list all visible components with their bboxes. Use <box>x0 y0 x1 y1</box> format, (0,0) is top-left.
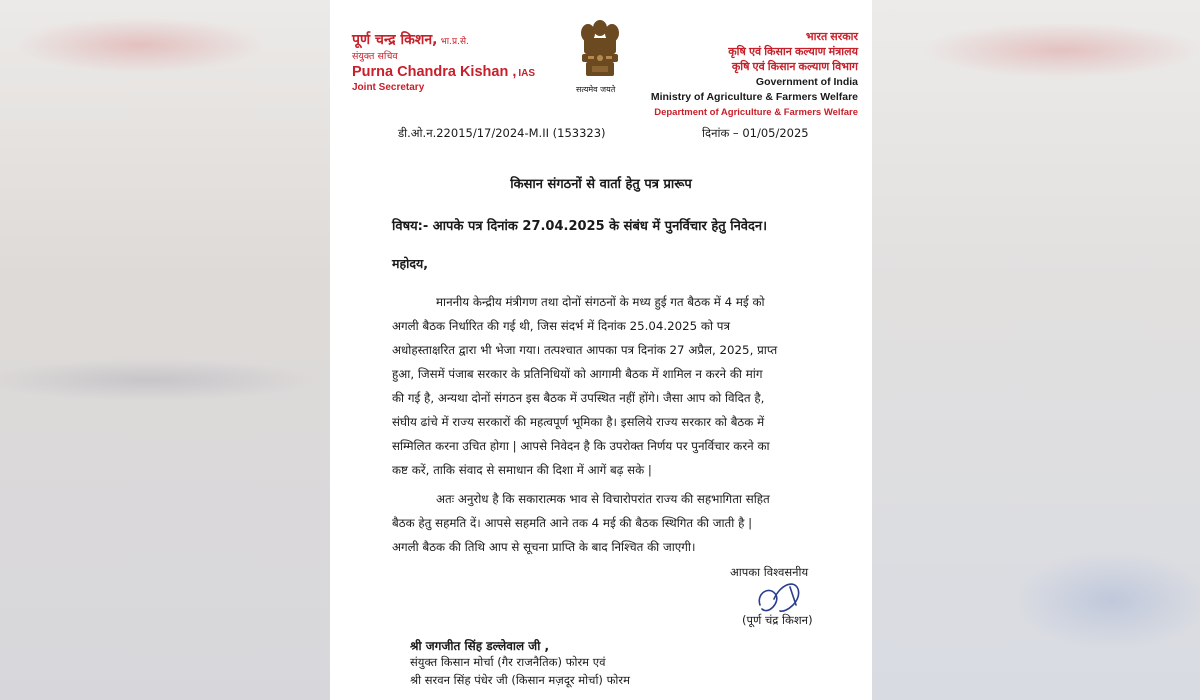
govt-english: Government of India <box>755 76 858 88</box>
ministry-letterhead <box>651 30 858 120</box>
officer-designation-hindi: संयुक्त सचिव <box>352 51 398 62</box>
department-hindi: कृषि एवं किसान कल्याण विभाग <box>731 61 858 73</box>
para1-line: कष्ट करें, ताकि संवाद से समाधान की दिशा में आगें बढ़ सके | <box>392 463 652 477</box>
officer-name-hindi <box>352 30 469 49</box>
para1-line: संघीय ढांचे में राज्य सरकारों की महत्वपूर्ण भूमिका है। इसलिये राज्य सरकार को बैठक में <box>392 415 765 429</box>
para2-line: बैठक हेतु सहमति दें। आपसे सहमति आने तक 4 मई की बैठक स्थिगित की जाती है | <box>392 516 753 530</box>
salutation: महोदय, <box>392 256 428 271</box>
para1-line: की गई है, अन्यथा दोनों संगठन इस बैठक में उपस्थित नहीं होंगे। जैसा आप को विदित है, <box>392 391 765 405</box>
officer-name-hindi-text: पूर्ण चन्द्र किशन, <box>352 32 438 48</box>
closing-phrase: आपका विश्वसनीय <box>730 565 809 579</box>
para1-line: सम्मिलित करना उचित होगा | आपसे निवेदन है कि उपरोक्त निर्णय पर पुनर्विचार करने का <box>392 439 770 453</box>
blurred-background-right <box>872 0 1200 700</box>
govt-hindi: भारत सरकार <box>805 31 858 43</box>
national-emblem-icon <box>574 18 626 84</box>
officer-name-english <box>352 64 535 80</box>
officer-designation-english: Joint Secretary <box>352 82 425 93</box>
department-english: Department of Agriculture & Farmers Welfare <box>654 107 858 118</box>
para2-line: अतः अनुरोध है कि सकारात्मक भाव से विचारोपरांत राज्य की सहभागिता सहित <box>436 492 770 506</box>
para1-line: अधोहस्ताक्षरित द्वारा भी भेजा गया। तत्पश्चात आपका पत्र दिनांक 27 अप्रैल, 2025, प्राप्त <box>392 343 778 357</box>
letter-page <box>330 0 872 700</box>
para1-line: अगली बैठक निर्धारित की गई थी, जिस संदर्भ में दिनांक 25.04.2025 को पत्र <box>392 319 730 333</box>
addressee-line: श्री सरवन सिंह पंधेर जी (किसान मज़दूर मोर्चा) फोरम <box>410 673 630 687</box>
letter-heading: किसान संगठनों से वार्ता हेतु पत्र प्रारूप <box>510 177 692 192</box>
para1-line: माननीय केन्द्रीय मंत्रीगण तथा दोनों संगठनों के मध्य हुई गत बैठक में 4 मई को <box>436 295 765 309</box>
signatory-name: (पूर्ण चंद्र किशन) <box>742 613 813 627</box>
letter-date: दिनांक – 01/05/2025 <box>702 126 809 140</box>
addressee-name: श्री जगजीत सिंह डल्लेवाल जी , <box>410 639 550 653</box>
addressee-line: संयुक्त किसान मोर्चा (गैर राजनैतिक) फोरम एवं <box>410 655 606 669</box>
emblem-motto: सत्यमेव जयते <box>576 85 616 94</box>
para2-line: अगली बैठक की तिथि आप से सूचना प्राप्ति के बाद निश्चित की जाएगी। <box>392 540 696 554</box>
officer-service-hindi: भा.प्र.से. <box>440 37 469 47</box>
para1-line: हुआ, जिसमें पंजाब सरकार के प्रतिनिधियों को आगामी बैठक में शामिल न करने की मांग <box>392 367 763 381</box>
letter-subject: विषय:- आपके पत्र दिनांक 27.04.2025 के संबंध में पुनर्विचार हेतु निवेदन। <box>392 219 768 234</box>
officer-service-english: IAS <box>518 68 536 79</box>
ministry-hindi: कृषि एवं किसान कल्याण मंत्रालय <box>728 46 858 58</box>
officer-name-english-text: Purna Chandra Kishan , <box>352 64 517 80</box>
blurred-background-left <box>0 0 330 700</box>
do-number: डी.ओ.न.22015/17/2024-M.II (153323) <box>398 126 606 140</box>
ministry-english: Ministry of Agriculture & Farmers Welfare <box>650 91 858 103</box>
